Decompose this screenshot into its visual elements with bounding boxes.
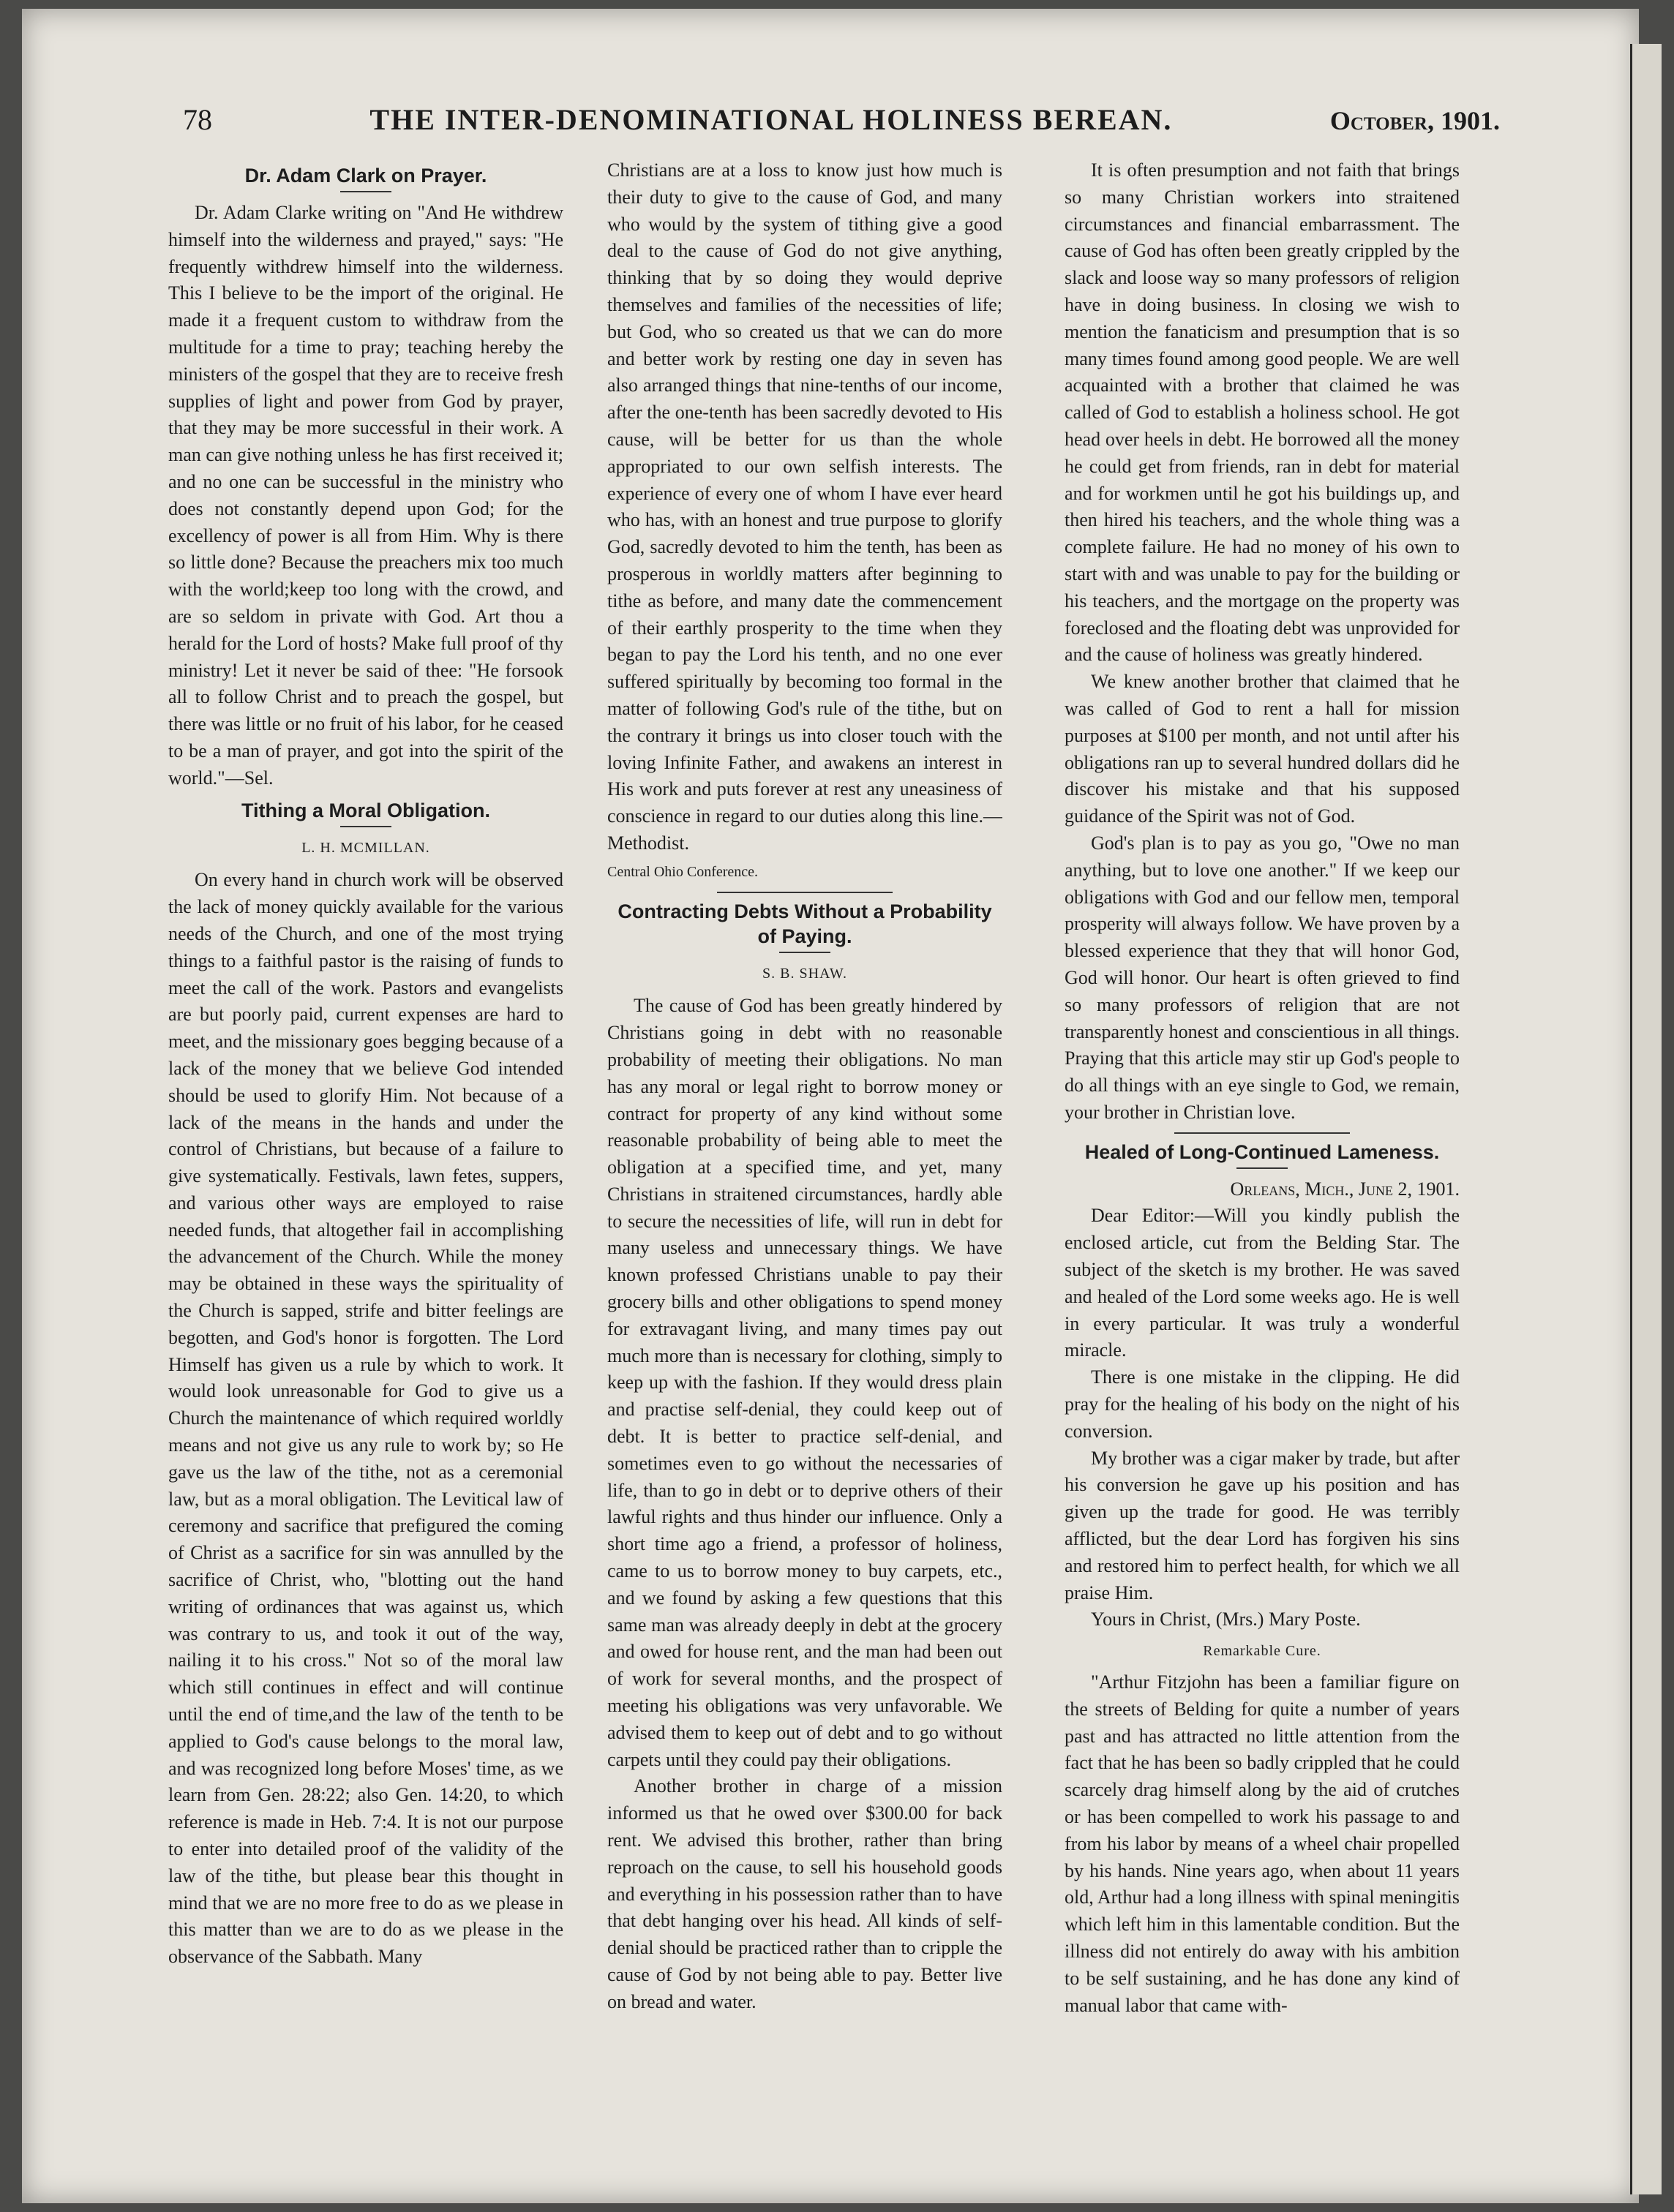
adjacent-page-edge (1630, 44, 1662, 2194)
byline-mcmillan: L. H. MCMILLAN. (301, 839, 430, 856)
divider (340, 191, 391, 192)
article-body-healed-2: There is one mistake in the clipping. He did pray for the healing of his body on the night of his conversion. (1065, 1366, 1460, 1442)
dateline: Orleans, Mich., June 2, 1901. (1230, 1178, 1460, 1200)
source-note: Central Ohio Conference. (607, 863, 759, 880)
divider (1174, 1132, 1350, 1134)
article-heading-prayer: Dr. Adam Clark on Prayer. (244, 165, 487, 187)
article-heading-healed: Healed of Long-Continued Lameness. (1084, 1140, 1440, 1163)
byline-shaw: S. B. SHAW. (762, 965, 847, 982)
divider (340, 826, 391, 827)
article-body-prayer: Dr. Adam Clarke writing on "And He withdrew himself into the wilderness and prayed," says: "He frequently withdrew himself into the wilderness. This I believe to be the import of the original. He made it a frequent custom to withdraw from the multitude for a time to pray; teaching hereby the ministers of the gospel that they are to receive fresh supplies of light and power from God by prayer, that they may be more successful in their work. A man can give nothing unless he has first received it; and no one can be successful in the ministry who does not constantly depend upon God; for the excellency of power is all from Him. Why is there so little done? Because the preachers mix too much with the world;keep too long with the crowd, and are so seldom in private with God. Art thou a herald for the Lord of hosts? Make full proof of thy ministry! Let it never be said of thee: "He forsook all to follow Christ and to preach the gospel, but there was little or no fruit of his labor, for he ceased to be a man of prayer, and got into the spirit of the world."—Sel. (168, 202, 563, 789)
article-body-debts-5: God's plan is to pay as you go, "Owe no man anything, but to love one another." If we keep our obligations with God and our fellow men, temporal prosperity will always follow. We have proven by a blessed experience that they that will honor God, God will honor. Our heart is often grieved to find so many professors of religion that are not transparently honest and conscientious in all things. Praying that this article may stir up God's people to do all things with an eye single to God, we remain, your brother in Christian love. (1065, 832, 1460, 1123)
article-body-healed-1: Dear Editor:—Will you kindly publish the enclosed article, cut from the Belding Star. The subject of the sketch is my brother. He was saved and healed of the Lord some weeks ago. He is well in every particular. It was truly a wonderful miracle. (1065, 1205, 1460, 1361)
masthead (183, 102, 1500, 154)
article-body-debts-2: Another brother in charge of a mission informed us that he owed over $300.00 for back rent. We advised this brother, rather than bring reproach on the cause, to sell his household goods and everything in his possession rather than to have that debt hanging over his head. All kinds of self-denial should be practiced rather than to cripple the cause of God by not being able to pay. Better live on bread and water. (607, 1775, 1002, 2012)
article-body-healed-3: My brother was a cigar maker by trade, but after his conversion he gave up his position and has given up the trade for good. He was terribly afflicted, but the dear Lord has forgiven his sins and restored him to perfect health, for which we all praise Him. (1065, 1447, 1460, 1603)
article-body-debts-3: It is often presumption and not faith that brings so many Christian workers into straitened circumstances and financial embarrassment. The cause of God has often been greatly crippled by the slack and loose way so many professors of religion have in doing business. In closing we wish to mention the fanaticism and presumption that is so many times found among good people. We are well acquainted with a brother that claimed he was called of God to establish a holiness school. He got head over heels in debt. He borrowed all the money he could get from friends, ran in debt for material and for workmen until he got his buildings up, and then hired his teachers, and the whole thing was a complete failure. He had no money of his own to start with and was unable to pay for the building or his teachers, and the mortgage on the property was foreclosed and the floating debt was unprovided for and the cause of holiness was greatly hindered. (1065, 159, 1460, 666)
article-body-debts-4: We knew another brother that claimed that he was called of God to rent a hall for mission purposes at $100 per month, and not until after his obligations ran up to several hundred dollars did he discover his mistake and that his supposed guidance of the Spirit was not of God. (1065, 671, 1460, 827)
article-heading-debts: Contracting Debts Without a Probability of Paying. (618, 900, 992, 947)
divider (1236, 1167, 1288, 1169)
signature: Yours in Christ, (Mrs.) Mary Poste. (1091, 1609, 1361, 1630)
column-2 (607, 157, 1002, 2074)
newspaper-title: THE INTER-DENOMINATIONAL HOLINESS BEREAN. (369, 103, 1173, 136)
subheading-remarkable-cure: Remarkable Cure. (1203, 1643, 1321, 1660)
article-body-healed-4: "Arthur Fitzjohn has been a familiar figure on the streets of Belding for quite a number of years past and has attracted no little attention from the fact that he has been so badly crippled that he could scarcely drag himself along by the aid of crutches or has been compelled to work his passage to and from his labor by means of a wheel chair propelled by his hands. Nine years ago, when about 11 years old, Arthur had a long illness with spinal meningitis which left him in this lamentable condition. But the illness did not entirely do away with his ambition to be self sustaining, and he has done any kind of manual labor that came with- (1065, 1671, 1460, 2016)
column-3 (1065, 157, 1460, 2074)
article-heading-tithing: Tithing a Moral Obligation. (241, 799, 490, 821)
issue-date: October, 1901. (1329, 106, 1500, 135)
divider (717, 892, 893, 893)
column-1 (168, 157, 563, 2059)
article-body-debts-1: The cause of God has been greatly hindered by Christians going in debt with no reasonable probability of meeting their obligations. No man has any moral or legal right to borrow money or contract for property of any kind without some reasonable probability of being able to meet the obligation at a specified time, and yet, many Christians in straitened circumstances, hardly able to secure the necessities of life, will run in debt for many useless and unnecessary things. We have known professed Christians unable to pay their grocery bills and other obligations to spend money for extravagant living, and many times pay out much more than is necessary for clothing, simply to keep up with the fashion. If they would dress plain and practise self-denial, they could keep out of debt. It is better to practice self-denial, and sometimes even to go without the necessaries of life, than to go in debt or to deprive others of their lawful rights and thus hinder our influence. Only a short time ago a friend, a professor of holiness, came to us to borrow money to buy carpets, etc., and we found by asking a few questions that this same man was already deeply in debt at the grocery and owed for house rent, and the man had been out of work for several months, and the prospect of meeting his obligations was very unfavorable. We advised them to keep out of debt and to go without carpets until they could pay their obligations. (607, 995, 1002, 1770)
article-body-tithing-1: On every hand in church work will be observed the lack of money quickly available for the various needs of the Church, and one of the most trying things to a faithful pastor is the raising of funds to meet the call of the work. Pastors and evangelists are but poorly paid, current expenses are hard to meet, and the missionary goes begging because of a lack of the money that we believe God intended should be used to glorify Him. Not because of a lack of the means in the hands and under the control of Christians, but because of a failure to give systematically. Festivals, lawn fetes, suppers, and various other ways are employed to raise needed funds, that altogether fail in accomplishing the advancement of the Church. While the money may be obtained in these ways the spirituality of the Church is sapped, strife and bitter feelings are begotten, and God's honor is forgotten. The Lord Himself has given us a rule by which to work. It would look unreasonable for God to give us a Church the maintenance of which required worldly means and not give us any rule to work by; so He gave us the law of the tithe, not as a ceremonial law, but as a moral obligation. The Levitical law of ceremony and sacrifice that prefigured the coming of Christ as a sacrifice for sin was annulled by the sacrifice of Christ, who, "blotting out the hand writing of ordinances that was against us, which was contrary to us, and took it out of the way, nailing it to his cross." Not so of the moral law which still continues in effect and will continue until the end of time,and the law of the tenth to be applied to God's cause belongs to the moral law, and was recognized long before Moses' time, as we learn from Gen. 28:22; also Gen. 14:20, to which reference is made in Heb. 7:4. It is not our purpose to enter into detailed proof of the validity of the law of the tithe, but please bear this thought in mind that we are no more free to do as we please in this matter than we are to do as we please in the observance of the Sabbath. Many (168, 869, 563, 1968)
page-number: 78 (183, 103, 212, 136)
divider (779, 952, 830, 953)
article-body-tithing-2: Christians are at a loss to know just how much is their duty to give to the cause of God, and many who would by the system of tithing give a good deal to the cause of God do not give anything, thinking that by so doing they would deprive themselves and families of the necessities of life; but God, who so created us that we can do more and better work by resting one day in seven has also arranged things that nine-tenths of our income, after the one-tenth has been sacredly devoted to His cause, will be better for us than the whole appropriated to our own selfish interests. The experience of every one of whom I have ever heard who has, with an honest and true purpose to glorify God, sacredly devoted to him the tenth, has been as prosperous in worldly matters after beginning to tithe as before, and many date the commencement of their earthly prosperity to the time when they began to pay the Lord his tenth, and no one ever suffered spiritually by becoming too formal in the matter of following God's rule of the tithe, but on the contrary it brings us into closer touch with the loving Infinite Father, and awakens an interest in His work and puts forever at rest any uneasiness of conscience in regard to our duties along this line.—Methodist. (607, 159, 1002, 854)
